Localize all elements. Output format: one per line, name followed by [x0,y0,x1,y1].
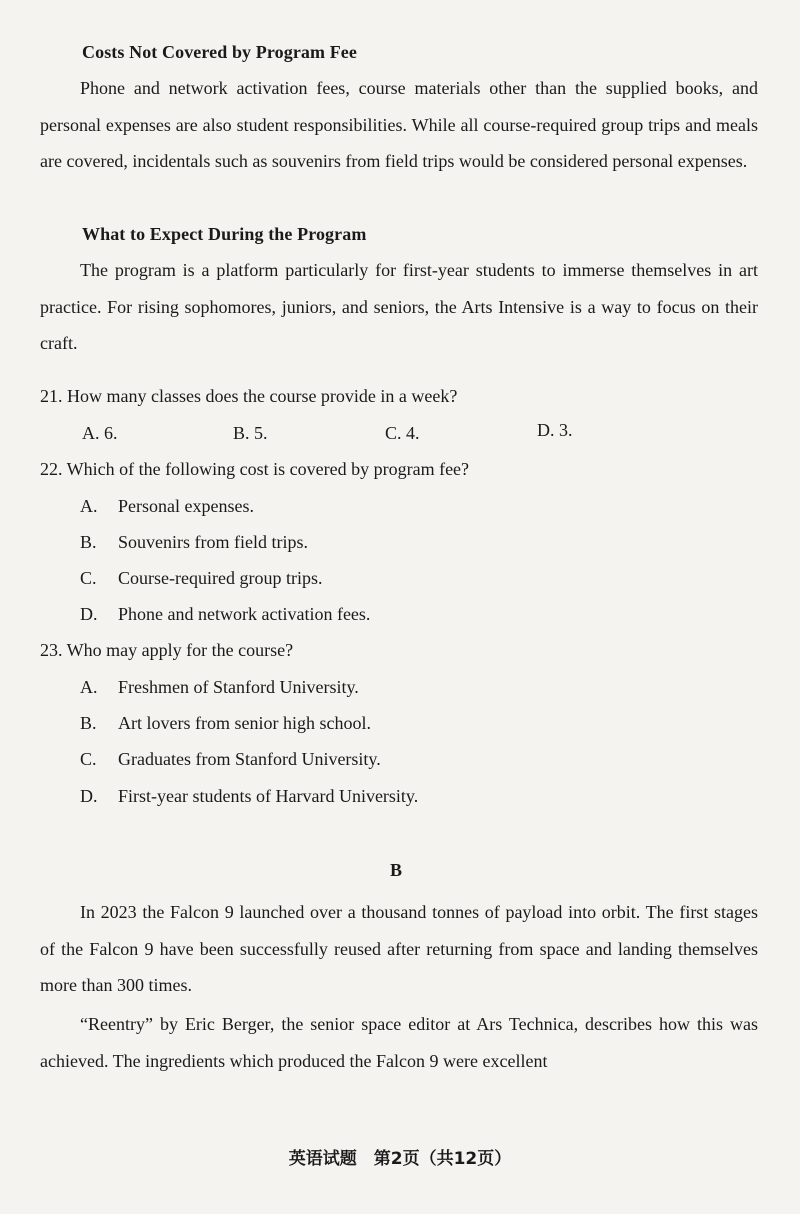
part-b-label: B [390,860,403,880]
question-21-stem: 21. How many classes does the course provide in a week? [40,386,458,406]
option-letter: A. [80,677,98,697]
question-21-option-a: A. 6. [82,423,118,443]
question-22-option-b [80,532,308,553]
question-21-option-c: C. 4. [385,423,420,443]
question-22-option-a [80,496,254,517]
question-23-option-c [80,749,381,770]
question-23-stem: 23. Who may apply for the course? [40,640,294,660]
page-footer: 英语试题 第2页（共12页） [288,1149,512,1169]
option-letter: D. [80,604,98,624]
part-b-paragraph-1: In 2023 the Falcon 9 launched over a thousand tonnes of payload into orbit. The first stages of the Falcon 9 have been successfully reused after returning from space and landing themselves more than 300 times. [40,902,758,995]
option-text: Souvenirs from field trips. [118,532,308,552]
option-text: Personal expenses. [118,496,254,516]
paragraph-costs: Phone and network activation fees, course materials other than the supplied books, and personal expenses are also student responsibilities. While all course-required group trips and meals are covered, incidentals such as souvenirs from field trips would be considered personal expenses. [40,78,758,171]
part-b-paragraph-2: “Reentry” by Eric Berger, the senior space editor at Ars Technica, describes how this was achieved. The ingredients which produced the Falcon 9 were excellent [40,1014,758,1071]
option-letter: D. [80,786,98,806]
question-22-option-d [80,604,370,625]
paragraph-expect: The program is a platform particularly for first-year students to immerse themselves in art practice. For rising sophomores, juniors, and seniors, the Arts Intensive is a way to focus on their craft. [40,260,758,353]
section-heading-costs: Costs Not Covered by Program Fee [82,42,357,62]
option-letter: B. [80,532,97,552]
question-21-option-d: D. 3. [537,420,573,440]
question-23-option-d [80,786,418,807]
option-text: Course-required group trips. [118,568,323,588]
question-21-option-b: B. 5. [233,423,268,443]
option-text: Graduates from Stanford University. [118,749,381,769]
question-22-stem: 22. Which of the following cost is covered by program fee? [40,459,470,479]
question-23-option-b [80,713,371,734]
option-text: First-year students of Harvard University. [118,786,419,806]
option-text: Freshmen of Stanford University. [118,677,359,697]
option-letter: A. [80,496,98,516]
option-text: Art lovers from senior high school. [118,713,371,733]
option-letter: C. [80,749,97,769]
question-23-option-a [80,677,359,698]
section-heading-expect: What to Expect During the Program [82,224,367,244]
option-text: Phone and network activation fees. [118,604,371,624]
option-letter: C. [80,568,97,588]
question-22-option-c [80,568,322,589]
option-letter: B. [80,713,97,733]
